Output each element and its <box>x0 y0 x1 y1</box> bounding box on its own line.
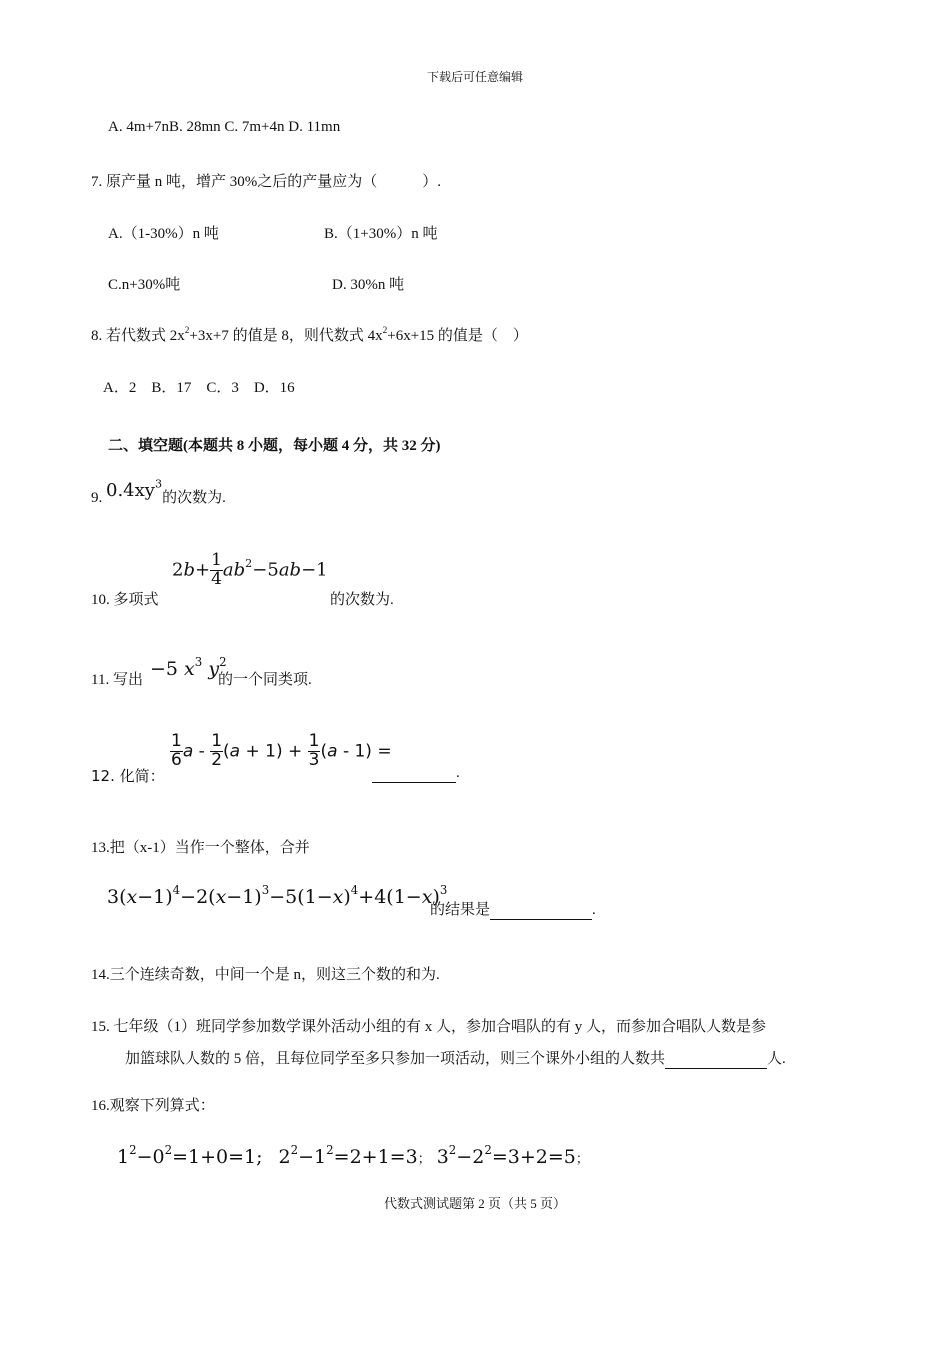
q13-answer <box>430 898 596 920</box>
q15-line2 <box>125 1047 786 1069</box>
q12-label: 12. 化简： <box>91 767 165 785</box>
q10-label: 10. 多项式 <box>91 592 159 608</box>
q13-expression: $3(x-1)^4-2(x-1)^3-5(1-x)^4+4(1-x)^3$ <box>107 883 448 908</box>
q10-tail: 的次数为. <box>330 592 394 608</box>
q15-line1: 15. 七年级（1）班同学参加数学课外活动小组的有 x 人，参加合唱队的有 y 人，而参加合唱队人数是参 <box>91 1019 767 1035</box>
page-header: 下载后可任意编辑 <box>426 70 523 84</box>
q16-title: 16.观察下列算式： <box>91 1098 215 1114</box>
q13-answer-blank[interactable] <box>490 902 592 920</box>
q13-tail: 的结果是 <box>430 902 491 918</box>
q9-tail: 的次数为. <box>162 490 226 506</box>
q13-end: . <box>592 902 596 918</box>
q11-label: 11. 写出 <box>91 672 143 688</box>
q12-tail: . <box>456 765 460 781</box>
q11-tail: 的一个同类项. <box>218 672 312 688</box>
q10-polynomial: 2b+ $\frac{1}{4}$ $ab^2-5ab-1$ <box>172 550 328 589</box>
q8-stem-post: +6x+15 的值是（ ） <box>387 328 528 344</box>
q12-answer <box>372 765 460 783</box>
q11-monomial: −5 $x^3$ $y^2$ <box>150 655 227 680</box>
q14: 14.三个连续奇数，中间一个是 n，则这三个数的和为. <box>91 967 440 983</box>
q15-line2-text: 加篮球队人数的 5 倍，且每位同学至多只参加一项活动，则三个课外小组的人数共 <box>125 1051 666 1067</box>
q12-expression: $\frac{1}{6}$ a - $\frac{1}{2}$ (a + 1) + $\frac{1}{3}$ (a - 1) = <box>171 731 392 770</box>
q7-option-b: B.（1+30%）n 吨 <box>324 226 438 242</box>
q12-answer-blank[interactable] <box>372 765 456 783</box>
q8-stem-mid: +3x+7 的值是 8，则代数式 4x <box>189 328 383 344</box>
page-footer: 代数式测试题第 2 页（共 5 页） <box>383 1196 566 1211</box>
q7-option-c: C.n+30%吨 <box>108 277 181 293</box>
q13-line1: 13.把（x-1）当作一个整体，合并 <box>91 840 310 856</box>
q15-answer-blank[interactable] <box>665 1051 767 1069</box>
q16-equations: $1^2-0^2=1+0=1$; $2^2-1^2=2+1=3$； $3^2-2^2=3+2=5$； <box>117 1143 589 1168</box>
q7-stem: 7. 原产量 n 吨，增产 30%之后的产量应为（ ）. <box>91 174 441 190</box>
q9 <box>91 477 226 507</box>
q8-stem-pre: 8. 若代数式 2x <box>91 328 185 344</box>
q6-options: A. 4m+7nB. 28mn C. 7m+4n D. 11mn <box>108 119 341 135</box>
q8-options: A．2 B．17 C．3 D．16 <box>103 380 295 396</box>
q8-stem: 8. 若代数式 $2x^2+3x+7$ 的值是 8，则代数式 $4x^2+6x+15$ 的值是（ ） <box>91 326 528 344</box>
q7-option-d: D. 30%n 吨 <box>332 277 405 293</box>
q9-expression: $0.4xy^3$ <box>106 477 163 501</box>
q15-end: 人. <box>767 1051 786 1067</box>
q9-number: 9. <box>91 490 103 506</box>
section-title: 二、填空题(本题共 8 小题，每小题 4 分，共 32 分) <box>108 438 441 454</box>
q7-option-a: A.（1-30%）n 吨 <box>108 226 219 242</box>
